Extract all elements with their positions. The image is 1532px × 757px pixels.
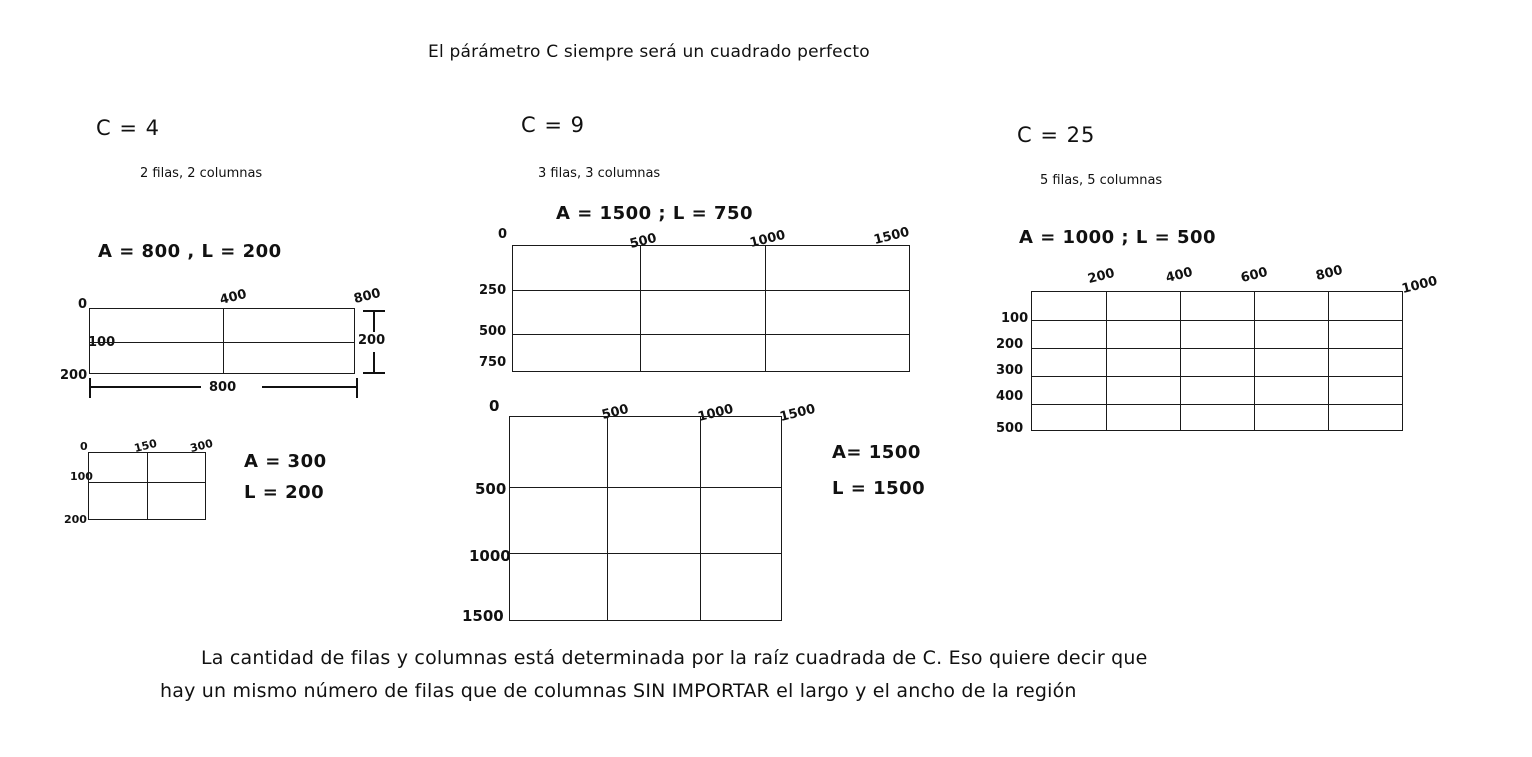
height-bracket-bottom [363, 372, 385, 374]
ytick-c25-3: 400 [996, 389, 1024, 404]
annotation-l-c4-grid2: L = 200 [244, 482, 325, 503]
width-label-c4-g1: 800 [209, 380, 237, 395]
ytick-c4-g1-2: 200 [60, 368, 88, 383]
xtick-c9-g2-2: 1000 [696, 401, 736, 426]
xtick-c9-g2-1: 500 [600, 401, 631, 424]
case-subtitle-c9: 3 filas, 3 columnas [538, 166, 661, 181]
xtick-c9-g1-0: 0 [498, 227, 508, 242]
annotation-a-c9-grid2: A= 1500 [832, 442, 921, 463]
gridline-h [1032, 404, 1402, 405]
gridline-v [607, 417, 608, 620]
height-bracket-stem-bottom [373, 352, 375, 374]
xtick-c25-3: 800 [1314, 262, 1345, 285]
bracket-line-right [262, 386, 358, 388]
gridline-h [89, 482, 205, 483]
footer-line-2: hay un mismo número de filas que de columnas SIN IMPORTAR el largo y el ancho de la región [160, 680, 1077, 702]
xtick-c4-g1-0: 0 [78, 297, 88, 312]
gridline-h [513, 334, 909, 335]
ytick-c9-g2-1: 500 [475, 480, 507, 498]
xtick-c25-4: 1000 [1400, 273, 1440, 298]
ytick-c25-2: 300 [996, 363, 1024, 378]
gridline-v [1180, 292, 1181, 430]
grid-c4-1 [89, 308, 355, 374]
xtick-c4-g1-1: 400 [218, 286, 249, 309]
grid-c9-1 [512, 245, 910, 372]
xtick-c9-g1-2: 1000 [748, 227, 788, 252]
gridline-h [1032, 320, 1402, 321]
page-title: El párámetro C siempre será un cuadrado perfecto [428, 42, 870, 62]
gridline-h [1032, 376, 1402, 377]
height-bracket-stem-top [373, 310, 375, 332]
gridline-v [1328, 292, 1329, 430]
ytick-c4-g2-1: 100 [70, 470, 93, 483]
ytick-c9-g2-3: 1500 [462, 607, 504, 625]
annotation-c25-grid1: A = 1000 ; L = 500 [1019, 227, 1217, 248]
gridline-h [90, 342, 354, 343]
xtick-c4-g2-2: 300 [188, 436, 215, 456]
gridline-v [223, 309, 224, 373]
annotation-l-c9-grid2: L = 1500 [832, 478, 926, 499]
ytick-c25-0: 100 [1001, 311, 1029, 326]
gridline-v [640, 246, 641, 371]
ytick-c9-g1-2: 500 [479, 324, 507, 339]
case-label-c9: C = 9 [521, 113, 585, 137]
bracket-line-left [89, 386, 201, 388]
ytick-c4-g1-1: 100 [88, 335, 116, 350]
ytick-c9-g2-2: 1000 [469, 547, 511, 565]
ytick-c9-g1-3: 750 [479, 355, 507, 370]
grid-c25-1 [1031, 291, 1403, 431]
case-subtitle-c4: 2 filas, 2 columnas [140, 166, 263, 181]
ytick-c4-g2-2: 200 [64, 513, 87, 526]
case-label-c4: C = 4 [96, 116, 160, 140]
case-label-c25: C = 25 [1017, 123, 1096, 147]
gridline-h [1032, 348, 1402, 349]
gridline-h [510, 487, 781, 488]
xtick-c25-1: 400 [1164, 264, 1195, 287]
ytick-c9-g1-1: 250 [479, 283, 507, 298]
xtick-c4-g2-0: 0 [80, 440, 88, 453]
xtick-c9-g1-1: 500 [628, 230, 659, 253]
height-label-c4-g1: 200 [358, 333, 386, 348]
gridline-h [513, 290, 909, 291]
gridline-v [147, 453, 148, 519]
gridline-v [700, 417, 701, 620]
grid-c4-2 [88, 452, 206, 520]
bracket-tick-right [356, 378, 358, 398]
annotation-c9-grid1: A = 1500 ; L = 750 [556, 203, 754, 224]
gridline-v [1106, 292, 1107, 430]
xtick-c4-g1-2: 800 [352, 285, 383, 308]
gridline-v [765, 246, 766, 371]
gridline-h [510, 553, 781, 554]
xtick-c9-g2-0: 0 [489, 397, 500, 415]
annotation-a-c4-grid2: A = 300 [244, 451, 327, 472]
bracket-tick-left [89, 378, 91, 398]
footer-line-1: La cantidad de filas y columnas está determinada por la raíz cuadrada de C. Eso quiere decir que [201, 647, 1148, 669]
gridline-v [1254, 292, 1255, 430]
annotation-c4-grid1: A = 800 , L = 200 [98, 241, 282, 262]
xtick-c4-g2-1: 150 [132, 436, 159, 456]
case-subtitle-c25: 5 filas, 5 columnas [1040, 173, 1163, 188]
xtick-c9-g2-3: 1500 [778, 401, 818, 426]
ytick-c25-1: 200 [996, 337, 1024, 352]
grid-c9-2 [509, 416, 782, 621]
xtick-c25-2: 600 [1239, 264, 1270, 287]
ytick-c25-4: 500 [996, 421, 1024, 436]
xtick-c25-0: 200 [1086, 265, 1117, 288]
xtick-c9-g1-3: 1500 [872, 224, 912, 249]
